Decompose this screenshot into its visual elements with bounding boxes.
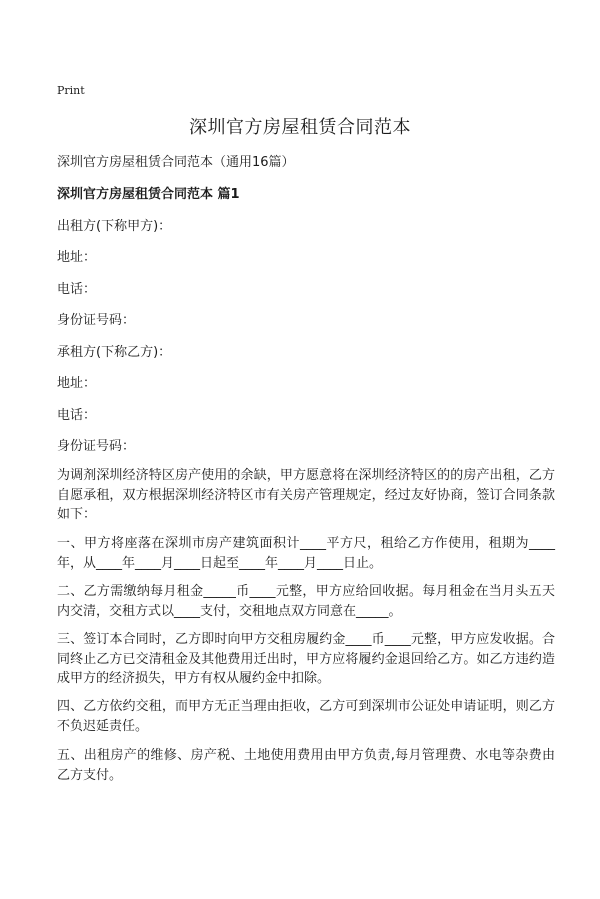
document-subtitle: 深圳官方房屋租赁合同范本（通用16篇）: [57, 155, 295, 170]
chapter-heading: 深圳官方房屋租赁合同范本 篇1: [57, 187, 240, 202]
paragraph-clause-2: 二、乙方需缴纳每月租金_____币____元整，甲方应给回收据。每月租金在当月头五天内交清，交租方式以____支付，交租地点双方同意在_____。: [57, 584, 555, 619]
paragraph-clause-5: 五、出租房产的维修、房产税、土地使用费用由甲方负责,每月管理费、水电等杂费由乙方支付。: [57, 748, 555, 783]
field-lessee-id: 身份证号码：: [57, 439, 136, 454]
field-lessor-address: 地址：: [57, 250, 97, 265]
paragraph-preamble: 为调剂深圳经济特区房产使用的余缺，甲方愿意将在深圳经济特区的的房产出租，乙方自愿承租，双方根据深圳经济特区市有关房产管理规定，经过友好协商，签订合同条款如下：: [57, 468, 555, 522]
field-lessor: 出租方(下称甲方)：: [57, 219, 172, 234]
field-lessee: 承租方(下称乙方)：: [57, 345, 172, 360]
paragraph-clause-4: 四、乙方依约交租，而甲方无正当理由拒收，乙方可到深圳市公证处申请证明，则乙方不负迟延责任。: [57, 699, 555, 734]
field-lessee-phone: 电话：: [57, 408, 97, 423]
field-lessor-id: 身份证号码：: [57, 313, 136, 328]
document-title: 深圳官方房屋租赁合同范本: [189, 117, 411, 138]
paragraph-clause-3: 三、签订本合同时，乙方即时向甲方交租房履约金____币____元整，甲方应发收据。合同终止乙方已交清租金及其他费用迁出时，甲方应将履约金退回给乙方。如乙方违约造成甲方的经济损失，甲方有权从履约金中扣除。: [57, 632, 555, 686]
field-lessor-phone: 电话：: [57, 282, 97, 297]
print-link[interactable]: Print: [57, 84, 85, 97]
paragraph-clause-1: 一、甲方将座落在深圳市房产建筑面积计____平方尺，租给乙方作使用，租期为____年，从____年____月____日起至____年____月____日止。: [57, 536, 555, 571]
field-lessee-address: 地址：: [57, 376, 97, 391]
